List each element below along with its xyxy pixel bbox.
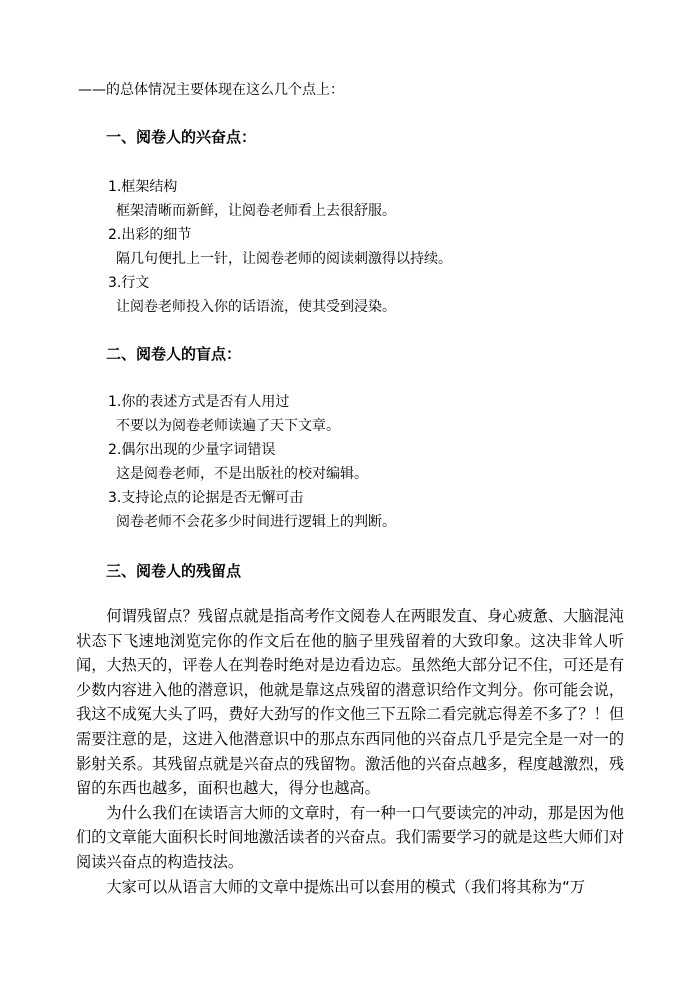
- paragraph: 为什么我们在读语言大师的文章时，有一种一口气要读完的冲动，那是因为他们的文章能大面积长时间地激活读者的兴奋点。我们需要学习的就是这些大师们对阅读兴奋点的构造技法。: [76, 803, 624, 871]
- list-item-desc: 不要以为阅卷老师读遍了天下文章。: [116, 418, 340, 434]
- list-item-title: 2.偶尔出现的少量字词错误: [108, 442, 276, 458]
- list-item-title: 3.行文: [108, 275, 150, 291]
- intro-line: ——的总体情况主要体现在这么几个点上：: [78, 82, 344, 98]
- body-text: [76, 604, 624, 899]
- list-item-desc: 框架清晰而新鲜，让阅卷老师看上去很舒服。: [116, 203, 396, 219]
- list-item-desc: 让阅卷老师投入你的话语流，使其受到浸染。: [116, 299, 396, 315]
- section-heading-blindspot: 二、阅卷人的盲点：: [106, 345, 242, 363]
- list-item-title: 3.支持论点的论据是否无懈可击: [108, 490, 304, 506]
- paragraph: 何谓残留点？残留点就是指高考作文阅卷人在两眼发直、身心疲惫、大脑混沌状态下飞速地浏览完你的作文后在他的脑子里残留着的大致印象。这决非耸人听闻，大热天的，评卷人在判卷时绝对是边看边忘。虽然绝大部分记不住，可还是有少数内容进入他的潜意识，他就是靠这点残留的潜意识给作文判分。你可能会说，我这不成冤大头了吗，费好大劲写的作文他三下五除二看完就忘得差不多了？！但需要注意的是，这进入他潜意识中的那点东西同他的兴奋点几乎是完全是一对一的影射关系。其残留点就是兴奋点的残留物。激活他的兴奋点越多，程度越激烈，残留的东西也越多，面积也越大，得分也越高。: [76, 607, 624, 798]
- section-heading-excitement: 一、阅卷人的兴奋点：: [106, 128, 257, 146]
- list-item-desc: 这是阅卷老师，不是出版社的校对编辑。: [116, 466, 368, 482]
- list-item-desc: 隔几句便扎上一针，让阅卷老师的阅读刺激得以持续。: [116, 251, 452, 267]
- section-heading-residual: 三、阅卷人的残留点: [106, 562, 242, 580]
- paragraph: 大家可以从语言大师的文章中提炼出可以套用的模式（我们将其称为“万: [106, 877, 586, 896]
- list-item-desc: 阅卷老师不会花多少时间进行逻辑上的判断。: [116, 514, 396, 530]
- list-item-title: 1.你的表述方式是否有人用过: [108, 394, 290, 410]
- list-item-title: 1.框架结构: [108, 179, 178, 195]
- list-item-title: 2.出彩的细节: [108, 227, 192, 243]
